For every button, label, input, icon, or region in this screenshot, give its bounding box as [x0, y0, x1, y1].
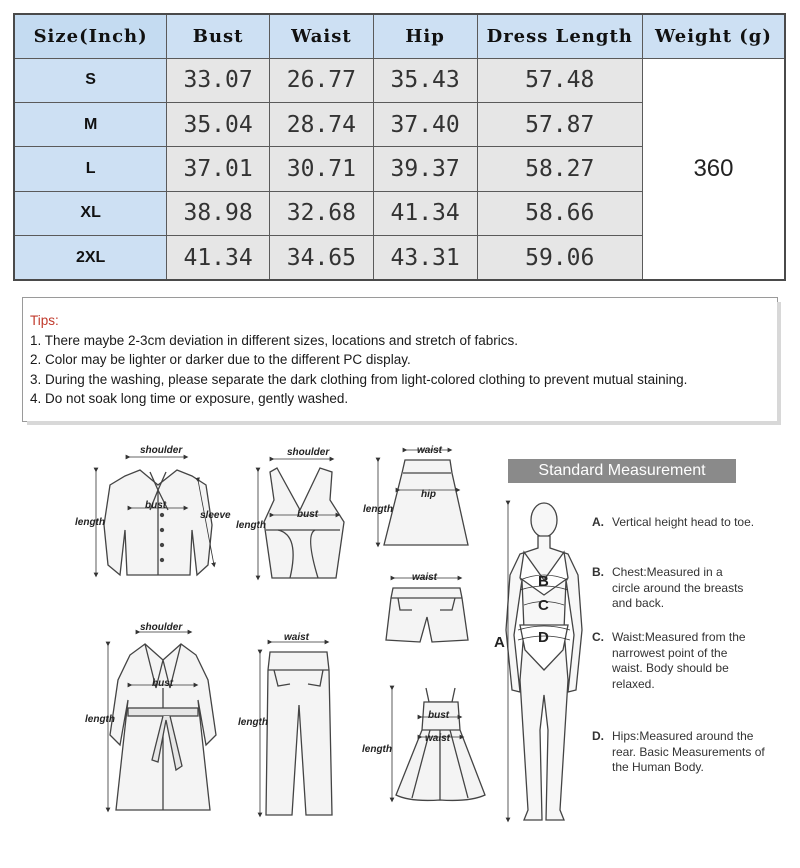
label-shoulder: shoulder: [140, 622, 183, 633]
bust-cell: 41.34: [167, 236, 270, 280]
waist-cell: 34.65: [270, 236, 374, 280]
measure-item-c: [592, 630, 772, 710]
body-letter-b: B: [538, 573, 549, 590]
size-cell: S: [14, 58, 167, 102]
measure-item-a: [592, 515, 772, 547]
label-length: length: [363, 504, 393, 515]
label-bust: bust: [428, 710, 450, 721]
label-length: length: [236, 520, 266, 531]
label-waist: waist: [425, 733, 451, 744]
header-bust: Bust: [167, 14, 270, 58]
tip-item: 2. Color may be lighter or darker due to the different PC display.: [30, 352, 411, 368]
measurement-illustration: [0, 430, 800, 868]
dress-diagram: [396, 688, 485, 800]
measure-text: Vertical height head to toe.: [612, 515, 755, 529]
header-hip: Hip: [373, 14, 477, 58]
measure-letter: C.: [592, 630, 604, 644]
header-size: Size(Inch): [14, 14, 167, 58]
measure-letter: A.: [592, 515, 604, 529]
size-cell: XL: [14, 191, 167, 235]
shirt-diagram: [104, 470, 212, 575]
measure-letter: D.: [592, 729, 604, 743]
hip-cell: 43.31: [373, 236, 477, 280]
table-row: [14, 58, 785, 102]
label-length: length: [238, 717, 268, 728]
bust-cell: 38.98: [167, 191, 270, 235]
measure-text: Waist:Measured from the narrowest point of the waist. Body should be relaxed.: [612, 630, 746, 691]
size-chart-table: [13, 13, 786, 281]
waist-cell: 30.71: [270, 147, 374, 191]
weight-cell: 360: [642, 58, 785, 280]
label-waist: waist: [284, 632, 310, 643]
bust-cell: 35.04: [167, 102, 270, 146]
label-bust: bust: [152, 678, 174, 689]
label-waist: waist: [412, 572, 438, 583]
size-cell: L: [14, 147, 167, 191]
bust-cell: 37.01: [167, 147, 270, 191]
label-length: length: [362, 744, 392, 755]
bust-cell: 33.07: [167, 58, 270, 102]
hip-cell: 39.37: [373, 147, 477, 191]
label-length: length: [75, 517, 105, 528]
waist-cell: 26.77: [270, 58, 374, 102]
label-sleeve: sleeve: [200, 510, 231, 521]
standard-measurement-title: Standard Measurement: [508, 459, 736, 483]
pants-diagram: [266, 652, 332, 815]
body-figure: [506, 503, 582, 820]
length-cell: 59.06: [477, 236, 642, 280]
label-hip: hip: [421, 489, 436, 500]
tips-shadow: [777, 302, 781, 425]
label-waist: waist: [417, 445, 443, 456]
header-waist: Waist: [270, 14, 374, 58]
tip-item: 1. There maybe 2-3cm deviation in different sizes, locations and stretch of fabrics.: [30, 332, 518, 348]
measure-text: Chest:Measured in a circle around the breasts and back.: [612, 565, 744, 610]
size-cell: 2XL: [14, 236, 167, 280]
label-shoulder: shoulder: [287, 447, 330, 458]
waist-cell: 28.74: [270, 102, 374, 146]
waist-cell: 32.68: [270, 191, 374, 235]
header-dress-length: Dress Length: [477, 14, 642, 58]
tips-shadow-bottom: [27, 421, 781, 425]
length-cell: 58.27: [477, 147, 642, 191]
shorts-diagram: [386, 588, 468, 642]
length-cell: 57.87: [477, 102, 642, 146]
length-cell: 57.48: [477, 58, 642, 102]
hip-cell: 37.40: [373, 102, 477, 146]
body-letter-d: D: [538, 629, 549, 646]
header-weight: Weight (g): [642, 14, 785, 58]
tip-item: 3. During the washing, please separate the dark clothing from light-colored clothing to prevent mutual staining.: [30, 371, 688, 387]
tank-top-diagram: [264, 468, 344, 578]
label-shoulder: shoulder: [140, 445, 183, 456]
label-bust: bust: [297, 509, 319, 520]
tips-box: [22, 297, 778, 422]
body-letter-c: C: [538, 597, 549, 614]
label-length: length: [85, 714, 115, 725]
measure-item-b: [592, 565, 772, 613]
measure-item-d: [592, 729, 772, 793]
length-cell: 58.66: [477, 191, 642, 235]
tip-item: 4. Do not soak long time or exposure, gently washed.: [30, 391, 349, 407]
tips-title: Tips:: [30, 313, 59, 328]
measure-letter: B.: [592, 565, 604, 579]
body-letter-a: A: [494, 634, 505, 651]
measure-text: Hips:Measured around the rear. Basic Measurements of the Human Body.: [612, 729, 765, 774]
hip-cell: 41.34: [373, 191, 477, 235]
coat-diagram: [110, 644, 216, 810]
label-bust: bust: [145, 500, 167, 511]
size-cell: M: [14, 102, 167, 146]
hip-cell: 35.43: [373, 58, 477, 102]
table-header-row: [14, 14, 785, 58]
skirt-diagram: [384, 460, 468, 545]
